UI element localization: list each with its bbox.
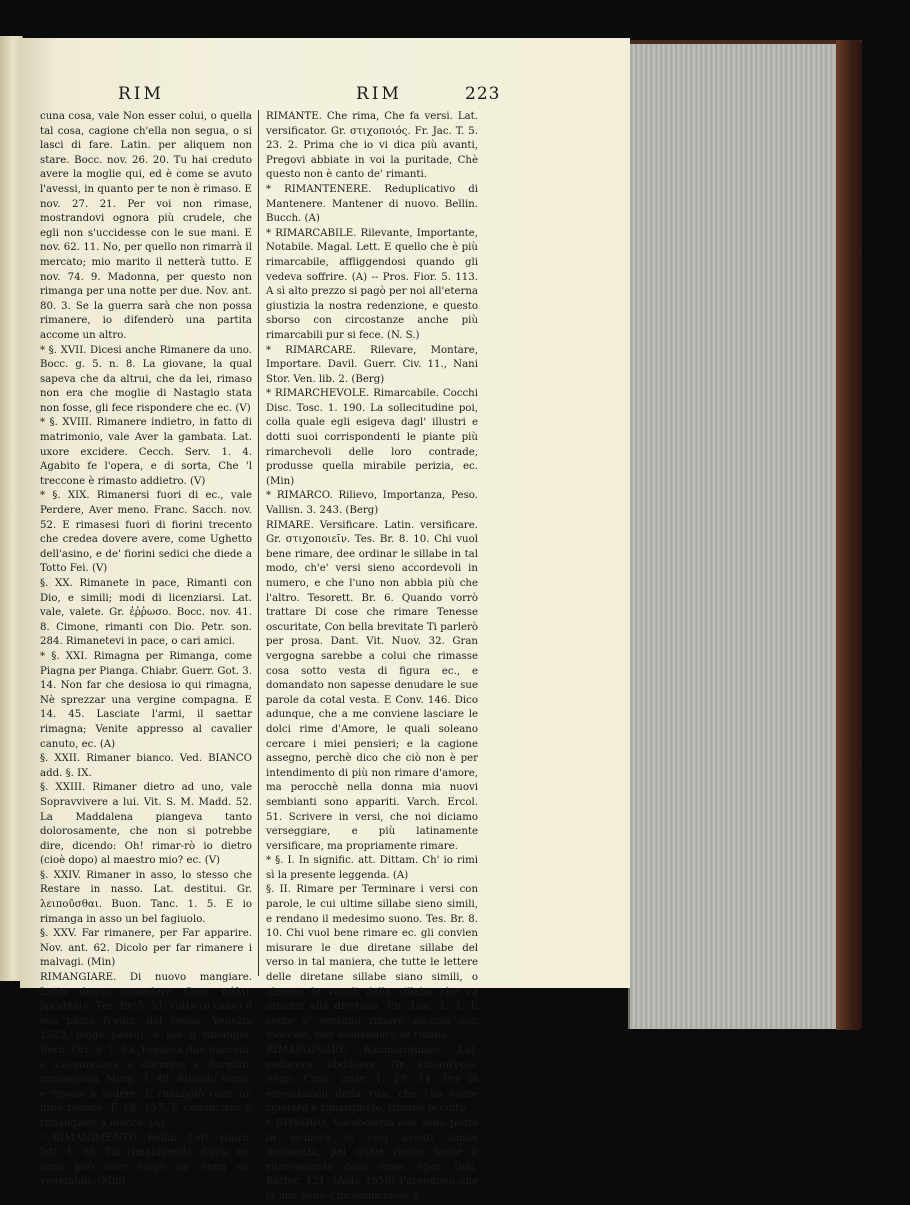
left-column [40,110,252,1190]
book-page [20,38,630,1202]
dictionary-entry-right: * RIMARCO. Rilievo, Importanza, Peso. Vallisn. 3. 243. (Berg) [266,490,478,517]
dictionary-entry-left: §. XXIII. Rimaner dietro ad uno, vale Sopravvivere a lui. Vit. S. M. Madd. 52. La Maddalena piangeva tanto dolorosamente, che non si potrebbe dire, dicendo: Oh! rimar-rò io dietro (cioè dopo) al maestro mio? ec. (V) [40,782,252,867]
dictionary-entry-right: RIMARE. Versificare. Latin. versificare. Gr. στιχοποιεῖν. Tes. Br. 8. 10. Chi vuol bene rimare, dee ordinar le sillabe in tal modo, ch'e' versi sieno accordevoli in numero, e che l'uno non abbia più che l'altro. Tesorett. Br. 6. Quando vorrò trattare Di cose che rimare Tenesse oscuritate, Con bella brevitate Ti parlerò per prosa. Dant. Vit. Nuov. 32. Gran vergogna sarebbe a colui che rimasse cosa sotto vesta di figura ec., e domandato non sapesse denudare le sue parole da cotal vesta. E Conv. 146. Dico adunque, che a me conviene lasciare le dolci rime d'Amore, le quali soleano cercare i miei pensieri; e la cagione assegno, perchè dico che ciò non è per intendimento di più non rimare d'amore, ma perocchè nella donna mia nuovi sembianti sono appariti. Varch. Ercol. 51. Scrivere in versi, che noi diciamo verseggiare, e più latinamente versificare, ma propriamente rimare. [266,519,478,852]
book-cover-spine [836,40,862,1030]
page-block-edge [628,44,838,1029]
dictionary-entry-left: §. XXII. Rimaner bianco. Ved. BIANCO add. §. IX. [40,753,252,779]
dictionary-entry-right: * RIMARCABILE. Rilevante, Importante, Notabile. Magal. Lett. E quello che è più rimarcabile, affliggendosi quando gli vedeva soffrire. (A) -- Pros. Fior. 5. 113. A sì alto prezzo si pagò per noi all'eterna giustizia la nostra redenzione, e questo sborso con circostanze anche più rimarcabili pur si fece. (N. S.) [266,227,478,341]
dictionary-entry-left: * §. XXI. Rimagna per Rimanga, come Piagna per Pianga. Chiabr. Guerr. Got. 3. 14. Non far che desiosa io qui rimagna, Nè sprezzar una vergine compagna. E 14. 45. Lasciate l'armi, il saettar rimagna; Venite appresso al cavalier canuto, ec. (A) [40,650,252,750]
right-column [266,110,478,1205]
running-head-center: RIM [356,84,402,104]
dictionary-entry-left: * §. XVII. Dicesi anche Rimanere da uno. Bocc. g. 5. n. 8. La giovane, la qual sapeva che da altrui, che da lei, rimaso non era che moglie di Nastagio stata non fosse, gli fece rispondere che ec. (V) [40,344,252,414]
dictionary-entry-right: * RIMARCHEVOLE. Rimarcabile. Cocchi Disc. Tosc. 1. 190. La sollecitudine poi, colla quale egli esigeva dagl' illustri e dotti suoi corrispondenti le piante più rimarchevoli delle loro contrade, produsse quella mirabile perizia, ec. (Min) [266,388,478,487]
dictionary-entry-left: RIMANGIARE. Di nuovo mangiare. Latin. denuo comedere. Grec. πάλιν βρώσκειν. Tes. Br. 5. 51. Gitta (il cane) il suo pasto (l'ediz. del Sessa, Venezia 1533, legge pasto), e poi il rimangia. Bern. Orl. 3. 7. 53. Toglieva due bocconi, e s'acconciava a dormire; e dormito, rimangiava. Morg. 3. 48. Rinaldo torna, e ripone a sedere, E rimangiò com' un lupo rapace. E 18. 157. E cominciaro a rimangiare a macco. (A) [40,972,252,1129]
dictionary-entry-left: * RIMANIMENTO. Bellin. Lett. Giorn. lett. t. 35. Tal rimanimento d'aria ne' semi può aver luogo ne' semi de' vegetabili. (Min) [40,1132,252,1188]
column-divider [258,110,259,976]
dictionary-entry-left: §. XXIV. Rimaner in asso, lo stesso che Restare in nasso. Lat. destitui. Gr. λειποῦσθαι. Buon. Tanc. 1. 5. E io rimanga in asso un bel fagiuolo. [40,869,252,925]
dictionary-entry-left: cuna cosa, vale Non esser colui, o quella tal cosa, cagione ch'ella non segua, o si lasci di fare. Latin. per aliquem non stare. Bocc. nov. 26. 20. Tu hai creduto avere la moglie qui, ed è come se avuto l'avessi, in quanto per te non è rimaso. E nov. 27. 21. Per voi non rimase, mostrandovi ognora più crudele, che egli non s'uccidesse con le sue mani. E nov. 62. 11. No, per quello non rimarrà il mercato; mio marito il netterà tutto. E nov. 74. 9. Madonna, per questo non rimanga per una notte per due. Nov. ant. 80. 3. Se la guerra sarà che non possa rimanere, io difenderò una partita accome un altro. [40,111,252,341]
dictionary-entry-right: * RIMANTENERE. Reduplicativo di Mantenere. Mantener di nuovo. Bellin. Bucch. (A) [266,183,478,225]
page-number: 223 [465,84,501,104]
dictionary-entry-left: §. XX. Rimanete in pace, Rimanti con Dio, e simili; modi di licenziarsi. Lat. vale, valete. Gr. ἐῤῥωσο. Bocc. nov. 41. 8. Cimone, rimanti con Dio. Petr. son. 284. Rimanetevi in pace, o cari amici. [40,578,252,648]
dictionary-entry-right: * RIMARIO. Vocabolario ove sono poste in ischiera le voci aventi simile desinenza, pel quale riesce facile il ritrovamento delle rime. Sper. Dial. Rettor. 121. (Aldo 1550) Parendomi che la mia vena s'incominciasse a [266,1117,478,1202]
dictionary-entry-right: RIMANTE. Che rima, Che fa versi. Lat. versificator. Gr. στιχοποιός. Fr. Jac. T. 5. 23. 2. Prima che io vi dica più avanti, Pregovi abbiate in voi la puritade, Chè questo non è canto de' rimanti. [266,111,478,181]
dictionary-entry-right: * RIMARCARE. Rilevare, Montare, Importare. Davil. Guerr. Civ. 11., Nani Stor. Ven. lib. 2. (Berg) [266,344,478,385]
dictionary-entry-right: RIMARGINARE. Rammarginare. Lat. reducere, obducere. Gr. ἐπεισάγειν. Segn. Crist. instr. 1. 29. 14. Per la emendazion della vita, che l'ha come riparato e rimarginato, rimane occulto. [266,1045,478,1115]
dictionary-entry-left: §. XXV. Far rimanere, per Far apparire. Nov. ant. 62. Dicolo per far rimanere i malvagi. (Min) [40,928,252,969]
dictionary-entry-right: §. II. Rimare per Terminare i versi con parole, le cui ultime sillabe sieno simili, e rendano il medesimo suono. Tes. Br. 8. 10. Chi vuol bene rimare ec. gli convien misurare le due diretane sillabe del verso in tal maniera, che tutte le lettere delle diretane sillabe siano simili, o almeno le vocali della sillaba che va dinanzi alla diretana. Fir. Luc. 1. 1. E come e' sentono rimare zoccolo con moccolo, non domandare se ridono. [266,884,478,1042]
dictionary-entry-left: * §. XIX. Rimanersi fuori di ec., vale Perdere, Aver meno. Franc. Sacch. nov. 52. E rimasesi fuori di fiorini trecento che credea dovere avere, come Ughetto dell'asino, e de' fiorini sedici che diede a Totto Fei. (V) [40,490,252,575]
dictionary-entry-left: * §. XVIII. Rimanere indietro, in fatto di matrimonio, vale Aver la gambata. Lat. uxore excidere. Cecch. Serv. 1. 4. Agabito fe l'opera, e di sorta, Che 'l treccone è rimasto addietro. (V) [40,417,252,487]
dictionary-entry-right: * §. I. In signific. att. Dittam. Ch' io rimi sì la presente leggenda. (A) [266,855,478,881]
running-head-left: RIM [118,84,164,104]
